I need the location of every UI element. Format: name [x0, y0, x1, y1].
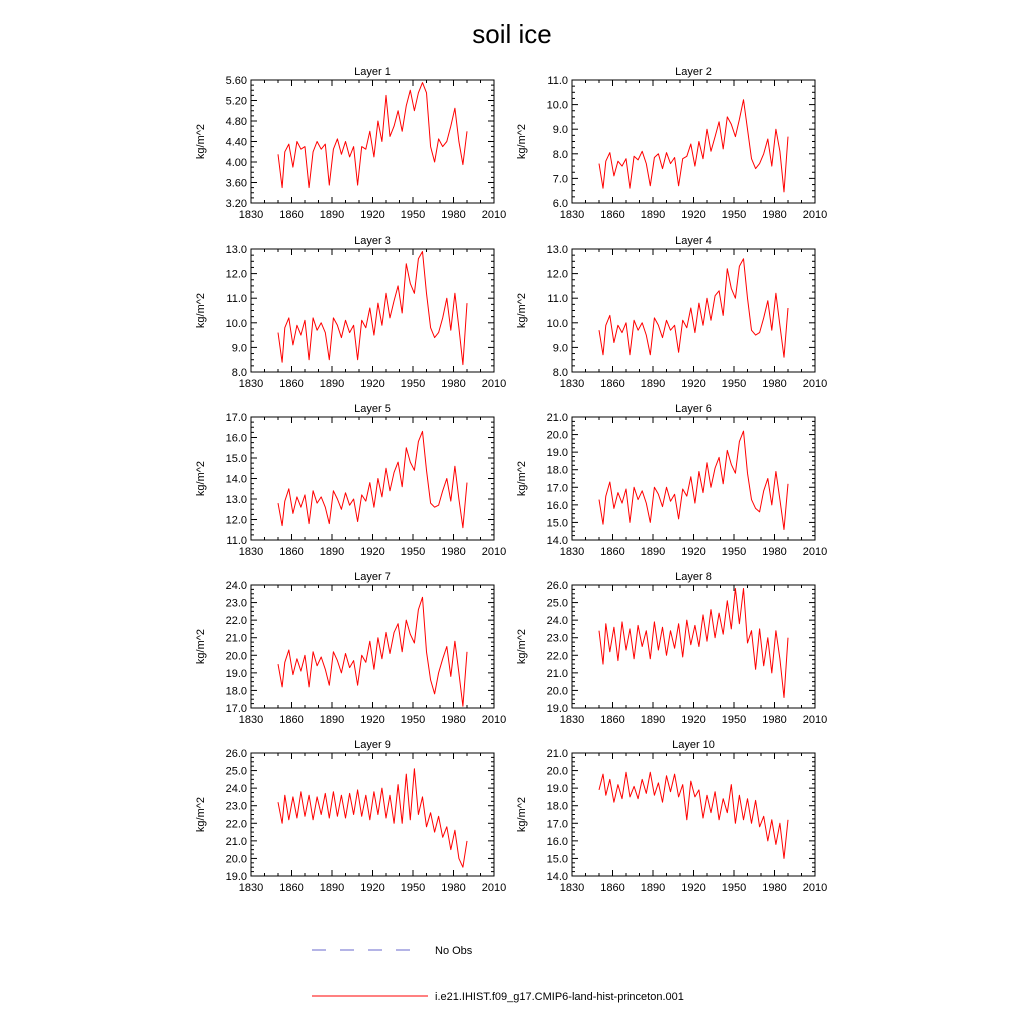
- plot-frame: [251, 417, 494, 540]
- x-tick-label: 2010: [802, 209, 828, 221]
- y-tick-label: 21.0: [546, 748, 568, 760]
- plot-frame: [251, 80, 494, 203]
- series-line: [599, 772, 788, 858]
- panel-layer-6: [516, 403, 827, 558]
- panel-layer-8: [516, 571, 827, 726]
- y-tick-label: 12.0: [546, 268, 568, 281]
- y-tick-label: 18.0: [546, 464, 568, 477]
- x-tick-label: 1830: [559, 714, 585, 726]
- x-tick-label: 1890: [319, 882, 345, 894]
- x-tick-label: 1860: [600, 378, 625, 390]
- y-tick-label: 19.0: [546, 703, 568, 715]
- x-tick-label: 1920: [360, 209, 385, 221]
- x-tick-label: 2010: [481, 378, 507, 390]
- y-tick-label: 7.0: [552, 173, 568, 186]
- y-axis-label: kg/m^2: [516, 460, 528, 497]
- y-tick-label: 13.0: [546, 244, 568, 256]
- x-tick-label: 1830: [238, 378, 264, 390]
- x-tick-label: 1860: [279, 882, 304, 894]
- panel-title: Layer 7: [354, 571, 391, 583]
- y-axis-label: kg/m^2: [516, 796, 528, 833]
- x-tick-label: 1980: [441, 882, 466, 894]
- y-tick-label: 4.40: [225, 136, 247, 149]
- x-tick-label: 1830: [238, 714, 264, 726]
- series-line: [599, 431, 788, 529]
- panel-title: Layer 1: [354, 66, 391, 78]
- y-axis-label: kg/m^2: [195, 796, 207, 833]
- x-tick-label: 1950: [721, 209, 747, 221]
- y-tick-label: 19.0: [225, 871, 247, 883]
- x-tick-label: 1980: [441, 209, 466, 221]
- x-tick-label: 2010: [481, 209, 507, 221]
- y-tick-label: 23.0: [225, 597, 247, 610]
- y-tick-label: 16.0: [546, 499, 568, 512]
- x-tick-label: 1950: [400, 882, 426, 894]
- y-tick-label: 14.0: [546, 871, 568, 883]
- x-tick-label: 1980: [441, 378, 466, 390]
- x-tick-label: 2010: [802, 378, 828, 390]
- panel-title: Layer 6: [675, 403, 712, 415]
- x-tick-label: 1860: [279, 209, 304, 221]
- y-tick-label: 23.0: [225, 800, 247, 813]
- series-line: [278, 769, 467, 867]
- x-tick-label: 1950: [721, 378, 747, 390]
- y-tick-label: 11.0: [547, 293, 568, 306]
- x-tick-label: 1860: [600, 714, 625, 726]
- y-tick-label: 8.0: [552, 148, 568, 161]
- y-axis-label: kg/m^2: [195, 628, 207, 665]
- y-tick-label: 4.80: [225, 116, 247, 128]
- series-line: [278, 597, 467, 706]
- y-tick-label: 11.0: [226, 535, 247, 547]
- y-tick-label: 25.0: [225, 765, 247, 778]
- panel-grid: [195, 66, 827, 894]
- y-tick-label: 15.0: [546, 853, 568, 866]
- y-tick-label: 17.0: [225, 703, 247, 715]
- y-tick-label: 20.0: [225, 650, 247, 663]
- figure-title: soil ice: [472, 19, 552, 49]
- y-tick-label: 25.0: [546, 597, 568, 610]
- panel-title: Layer 10: [672, 739, 715, 751]
- x-tick-label: 2010: [481, 714, 507, 726]
- x-tick-label: 1950: [400, 714, 426, 726]
- y-tick-label: 20.0: [546, 685, 568, 698]
- y-tick-label: 4.00: [225, 157, 247, 169]
- x-tick-label: 1830: [238, 209, 264, 221]
- x-tick-label: 1890: [319, 546, 345, 558]
- x-tick-label: 1950: [721, 546, 747, 558]
- panel-layer-3: [195, 235, 506, 390]
- y-tick-label: 17.0: [225, 412, 247, 424]
- y-tick-label: 16.0: [546, 835, 568, 848]
- plot-frame: [572, 417, 815, 540]
- panel-title: Layer 4: [675, 235, 712, 247]
- x-tick-label: 1860: [279, 714, 304, 726]
- y-tick-label: 18.0: [546, 800, 568, 813]
- y-tick-label: 13.0: [225, 494, 247, 506]
- x-tick-label: 1920: [681, 714, 706, 726]
- plot-frame: [251, 585, 494, 708]
- y-tick-label: 23.0: [546, 632, 568, 645]
- x-tick-label: 1890: [319, 209, 345, 221]
- x-tick-label: 1950: [400, 378, 426, 390]
- x-tick-label: 1950: [721, 714, 747, 726]
- y-tick-label: 10.0: [546, 99, 568, 112]
- y-tick-label: 16.0: [225, 432, 247, 445]
- plot-frame: [572, 753, 815, 876]
- x-tick-label: 1830: [559, 546, 585, 558]
- x-tick-label: 1890: [640, 714, 666, 726]
- x-tick-label: 1920: [360, 714, 385, 726]
- x-tick-label: 1860: [279, 546, 304, 558]
- x-tick-label: 1830: [559, 209, 585, 221]
- x-tick-label: 1920: [681, 209, 706, 221]
- x-tick-label: 1980: [762, 378, 787, 390]
- y-tick-label: 21.0: [225, 835, 247, 848]
- x-tick-label: 1860: [279, 378, 304, 390]
- y-tick-label: 14.0: [546, 535, 568, 547]
- x-tick-label: 1890: [640, 546, 666, 558]
- x-tick-label: 2010: [481, 882, 507, 894]
- x-tick-label: 2010: [802, 546, 828, 558]
- x-tick-label: 1890: [319, 714, 345, 726]
- x-tick-label: 1830: [238, 882, 264, 894]
- x-tick-label: 1920: [360, 882, 385, 894]
- panel-layer-9: [195, 739, 506, 894]
- y-tick-label: 14.0: [225, 473, 247, 486]
- x-tick-label: 1890: [640, 209, 666, 221]
- y-tick-label: 15.0: [225, 453, 247, 465]
- y-axis-label: kg/m^2: [516, 292, 528, 329]
- y-tick-label: 3.60: [225, 177, 247, 190]
- legend-noobs-label: No Obs: [435, 945, 473, 957]
- panel-title: Layer 3: [354, 235, 391, 247]
- y-axis-label: kg/m^2: [516, 123, 528, 160]
- x-tick-label: 1920: [681, 546, 706, 558]
- y-tick-label: 17.0: [546, 818, 568, 831]
- y-tick-label: 22.0: [225, 615, 247, 628]
- y-tick-label: 26.0: [546, 580, 568, 592]
- y-tick-label: 20.0: [225, 853, 247, 866]
- y-axis-label: kg/m^2: [195, 460, 207, 497]
- y-tick-label: 5.60: [225, 75, 247, 87]
- y-tick-label: 5.20: [225, 95, 247, 108]
- y-tick-label: 13.0: [225, 244, 247, 256]
- y-tick-label: 9.0: [552, 342, 568, 355]
- y-tick-label: 12.0: [225, 268, 247, 281]
- series-line: [599, 259, 788, 357]
- x-tick-label: 1890: [319, 378, 345, 390]
- y-tick-label: 6.0: [552, 198, 568, 210]
- y-tick-label: 20.0: [546, 765, 568, 778]
- y-axis-label: kg/m^2: [516, 628, 528, 665]
- y-tick-label: 20.0: [546, 429, 568, 442]
- x-tick-label: 1860: [600, 882, 625, 894]
- y-tick-label: 21.0: [546, 412, 568, 424]
- series-line: [278, 83, 467, 188]
- y-axis-label: kg/m^2: [195, 292, 207, 329]
- y-tick-label: 8.0: [231, 367, 247, 379]
- panel-title: Layer 2: [675, 66, 712, 78]
- y-tick-label: 18.0: [225, 685, 247, 698]
- panel-layer-5: [195, 403, 506, 558]
- y-tick-label: 19.0: [546, 783, 568, 796]
- panel-layer-1: [195, 66, 506, 221]
- panel-layer-7: [195, 571, 506, 726]
- y-tick-label: 26.0: [225, 748, 247, 760]
- x-tick-label: 1830: [238, 546, 264, 558]
- y-tick-label: 19.0: [225, 667, 247, 680]
- y-tick-label: 22.0: [225, 818, 247, 831]
- x-tick-label: 1860: [600, 209, 625, 221]
- x-tick-label: 1860: [600, 546, 625, 558]
- x-tick-label: 2010: [481, 546, 507, 558]
- x-tick-label: 1920: [360, 378, 385, 390]
- x-tick-label: 1980: [441, 714, 466, 726]
- y-tick-label: 21.0: [225, 632, 247, 645]
- y-tick-label: 11.0: [547, 75, 568, 87]
- y-tick-label: 10.0: [546, 317, 568, 330]
- x-tick-label: 1950: [400, 209, 426, 221]
- panel-title: Layer 5: [354, 403, 391, 415]
- x-tick-label: 1920: [681, 378, 706, 390]
- x-tick-label: 1980: [762, 882, 787, 894]
- x-tick-label: 1980: [762, 209, 787, 221]
- series-line: [599, 589, 788, 698]
- legend-model-label: i.e21.IHIST.f09_g17.CMIP6-land-hist-princeton.001: [435, 991, 684, 1003]
- series-line: [278, 252, 467, 365]
- y-axis-label: kg/m^2: [195, 123, 207, 160]
- y-tick-label: 22.0: [546, 650, 568, 663]
- x-tick-label: 2010: [802, 714, 828, 726]
- series-line: [278, 431, 467, 527]
- y-tick-label: 12.0: [225, 514, 247, 527]
- panel-title: Layer 9: [354, 739, 391, 751]
- y-tick-label: 11.0: [226, 293, 247, 306]
- x-tick-label: 1830: [559, 882, 585, 894]
- x-tick-label: 1890: [640, 882, 666, 894]
- x-tick-label: 1890: [640, 378, 666, 390]
- x-tick-label: 2010: [802, 882, 828, 894]
- y-tick-label: 9.0: [231, 342, 247, 355]
- legend: [312, 945, 684, 1003]
- x-tick-label: 1920: [681, 882, 706, 894]
- panel-layer-10: [516, 739, 827, 894]
- y-tick-label: 8.0: [552, 367, 568, 379]
- plot-frame: [251, 249, 494, 372]
- x-tick-label: 1920: [360, 546, 385, 558]
- x-tick-label: 1980: [441, 546, 466, 558]
- x-tick-label: 1830: [559, 378, 585, 390]
- y-tick-label: 24.0: [225, 783, 247, 796]
- y-tick-label: 3.20: [225, 198, 247, 210]
- x-tick-label: 1950: [400, 546, 426, 558]
- x-tick-label: 1950: [721, 882, 747, 894]
- panel-layer-2: [516, 66, 827, 221]
- y-tick-label: 24.0: [546, 615, 568, 628]
- y-tick-label: 24.0: [225, 580, 247, 592]
- series-line: [599, 100, 788, 192]
- panel-title: Layer 8: [675, 571, 712, 583]
- y-tick-label: 10.0: [225, 317, 247, 330]
- y-tick-label: 9.0: [552, 124, 568, 137]
- y-tick-label: 15.0: [546, 517, 568, 530]
- x-tick-label: 1980: [762, 714, 787, 726]
- y-tick-label: 19.0: [546, 447, 568, 460]
- y-tick-label: 17.0: [546, 482, 568, 495]
- panel-layer-4: [516, 235, 827, 390]
- x-tick-label: 1980: [762, 546, 787, 558]
- y-tick-label: 21.0: [546, 667, 568, 680]
